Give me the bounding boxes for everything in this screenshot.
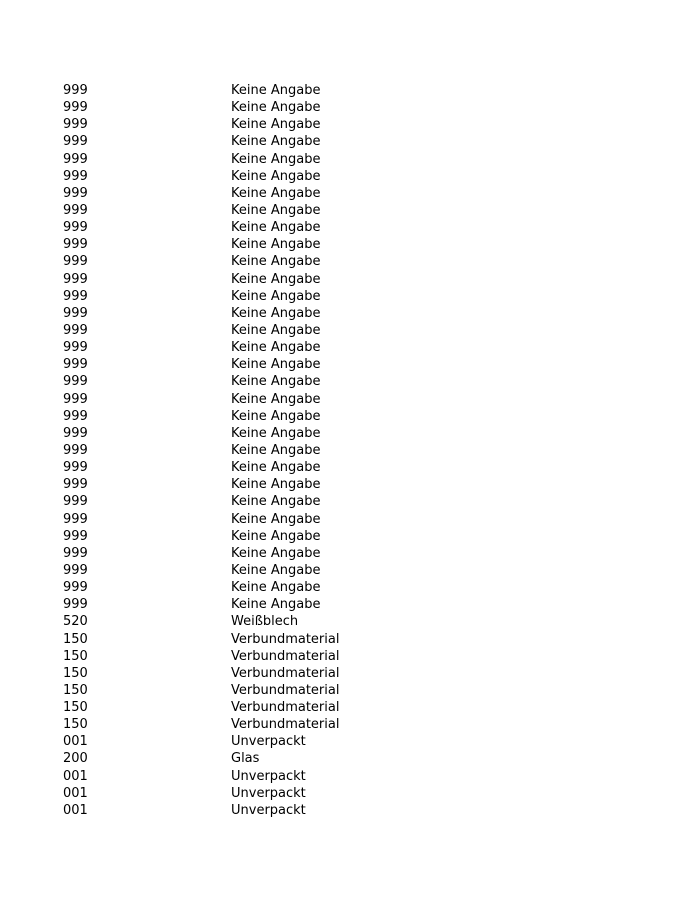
row-code: 999 xyxy=(63,340,88,356)
row-label: Keine Angabe xyxy=(231,185,321,201)
row-code: 999 xyxy=(63,322,88,338)
table-row xyxy=(63,425,383,442)
table-row xyxy=(63,116,383,133)
row-code: 150 xyxy=(63,682,88,698)
row-code: 999 xyxy=(63,237,88,253)
row-code: 150 xyxy=(63,665,88,681)
row-code: 999 xyxy=(63,580,88,596)
row-label: Keine Angabe xyxy=(231,545,321,561)
row-label: Keine Angabe xyxy=(231,580,321,596)
table-row xyxy=(63,579,383,596)
table-row xyxy=(63,133,383,150)
row-code: 999 xyxy=(63,202,88,218)
row-code: 999 xyxy=(63,425,88,441)
row-label: Keine Angabe xyxy=(231,528,321,544)
row-label: Keine Angabe xyxy=(231,391,321,407)
row-code: 999 xyxy=(63,442,88,458)
row-label: Keine Angabe xyxy=(231,117,321,133)
row-label: Unverpackt xyxy=(231,802,306,818)
table-row xyxy=(63,648,383,665)
row-label: Glas xyxy=(231,751,260,767)
table-row xyxy=(63,373,383,390)
row-code: 001 xyxy=(63,802,88,818)
row-label: Keine Angabe xyxy=(231,254,321,270)
table-row xyxy=(63,391,383,408)
row-label: Unverpackt xyxy=(231,768,306,784)
row-label: Keine Angabe xyxy=(231,374,321,390)
row-code: 999 xyxy=(63,391,88,407)
table-row xyxy=(63,82,383,99)
row-label: Keine Angabe xyxy=(231,305,321,321)
row-code: 999 xyxy=(63,528,88,544)
row-code: 150 xyxy=(63,631,88,647)
row-label: Keine Angabe xyxy=(231,494,321,510)
table-row xyxy=(63,802,383,819)
table-row xyxy=(63,99,383,116)
row-code: 150 xyxy=(63,717,88,733)
table-row xyxy=(63,699,383,716)
row-label: Keine Angabe xyxy=(231,202,321,218)
table-row xyxy=(63,168,383,185)
row-label: Keine Angabe xyxy=(231,271,321,287)
row-label: Verbundmaterial xyxy=(231,631,340,647)
row-code: 999 xyxy=(63,100,88,116)
row-code: 001 xyxy=(63,734,88,750)
row-label: Verbundmaterial xyxy=(231,700,340,716)
row-code: 001 xyxy=(63,785,88,801)
row-code: 150 xyxy=(63,648,88,664)
row-code: 999 xyxy=(63,168,88,184)
row-code: 999 xyxy=(63,597,88,613)
table-row xyxy=(63,613,383,630)
row-label: Keine Angabe xyxy=(231,357,321,373)
row-code: 999 xyxy=(63,477,88,493)
row-code: 999 xyxy=(63,220,88,236)
row-code: 999 xyxy=(63,117,88,133)
table-row xyxy=(63,236,383,253)
row-label: Keine Angabe xyxy=(231,562,321,578)
row-code: 999 xyxy=(63,357,88,373)
row-label: Verbundmaterial xyxy=(231,717,340,733)
table-row xyxy=(63,151,383,168)
table-row xyxy=(63,271,383,288)
row-code: 999 xyxy=(63,408,88,424)
row-code: 999 xyxy=(63,185,88,201)
table-row xyxy=(63,305,383,322)
row-label: Keine Angabe xyxy=(231,442,321,458)
row-label: Keine Angabe xyxy=(231,134,321,150)
table-row xyxy=(63,596,383,613)
table-row xyxy=(63,545,383,562)
row-label: Verbundmaterial xyxy=(231,665,340,681)
table-row xyxy=(63,185,383,202)
row-code: 150 xyxy=(63,700,88,716)
table-row xyxy=(63,288,383,305)
row-label: Keine Angabe xyxy=(231,425,321,441)
row-code: 520 xyxy=(63,614,88,630)
row-label: Weißblech xyxy=(231,614,299,630)
row-label: Keine Angabe xyxy=(231,100,321,116)
row-label: Keine Angabe xyxy=(231,408,321,424)
table-row xyxy=(63,562,383,579)
table-row xyxy=(63,476,383,493)
code-label-table xyxy=(63,82,383,819)
table-row xyxy=(63,202,383,219)
table-row xyxy=(63,785,383,802)
row-code: 999 xyxy=(63,271,88,287)
row-code: 999 xyxy=(63,305,88,321)
table-row xyxy=(63,408,383,425)
table-row xyxy=(63,356,383,373)
row-label: Keine Angabe xyxy=(231,340,321,356)
row-label: Keine Angabe xyxy=(231,511,321,527)
row-code: 999 xyxy=(63,511,88,527)
row-code: 999 xyxy=(63,254,88,270)
row-label: Keine Angabe xyxy=(231,288,321,304)
row-code: 999 xyxy=(63,288,88,304)
row-code: 999 xyxy=(63,562,88,578)
table-row xyxy=(63,511,383,528)
table-row xyxy=(63,682,383,699)
row-label: Keine Angabe xyxy=(231,237,321,253)
table-row xyxy=(63,442,383,459)
row-code: 999 xyxy=(63,374,88,390)
row-label: Keine Angabe xyxy=(231,322,321,338)
row-label: Keine Angabe xyxy=(231,460,321,476)
table-row xyxy=(63,750,383,767)
row-label: Keine Angabe xyxy=(231,151,321,167)
table-row xyxy=(63,665,383,682)
row-label: Unverpackt xyxy=(231,734,306,750)
table-row xyxy=(63,219,383,236)
row-code: 999 xyxy=(63,460,88,476)
row-label: Keine Angabe xyxy=(231,168,321,184)
table-row xyxy=(63,716,383,733)
row-label: Verbundmaterial xyxy=(231,648,340,664)
row-label: Keine Angabe xyxy=(231,83,321,98)
table-row xyxy=(63,339,383,356)
row-code: 001 xyxy=(63,768,88,784)
row-code: 999 xyxy=(63,494,88,510)
row-code: 999 xyxy=(63,134,88,150)
row-label: Unverpackt xyxy=(231,785,306,801)
table-row xyxy=(63,768,383,785)
table-row xyxy=(63,493,383,510)
row-label: Verbundmaterial xyxy=(231,682,340,698)
row-code: 200 xyxy=(63,751,88,767)
row-label: Keine Angabe xyxy=(231,477,321,493)
row-code: 999 xyxy=(63,151,88,167)
row-code: 999 xyxy=(63,545,88,561)
row-label: Keine Angabe xyxy=(231,597,321,613)
table-row xyxy=(63,459,383,476)
table-row xyxy=(63,322,383,339)
table-row xyxy=(63,528,383,545)
table-row xyxy=(63,631,383,648)
row-code: 999 xyxy=(63,83,88,98)
table-row xyxy=(63,733,383,750)
table-row xyxy=(63,253,383,270)
row-label: Keine Angabe xyxy=(231,220,321,236)
